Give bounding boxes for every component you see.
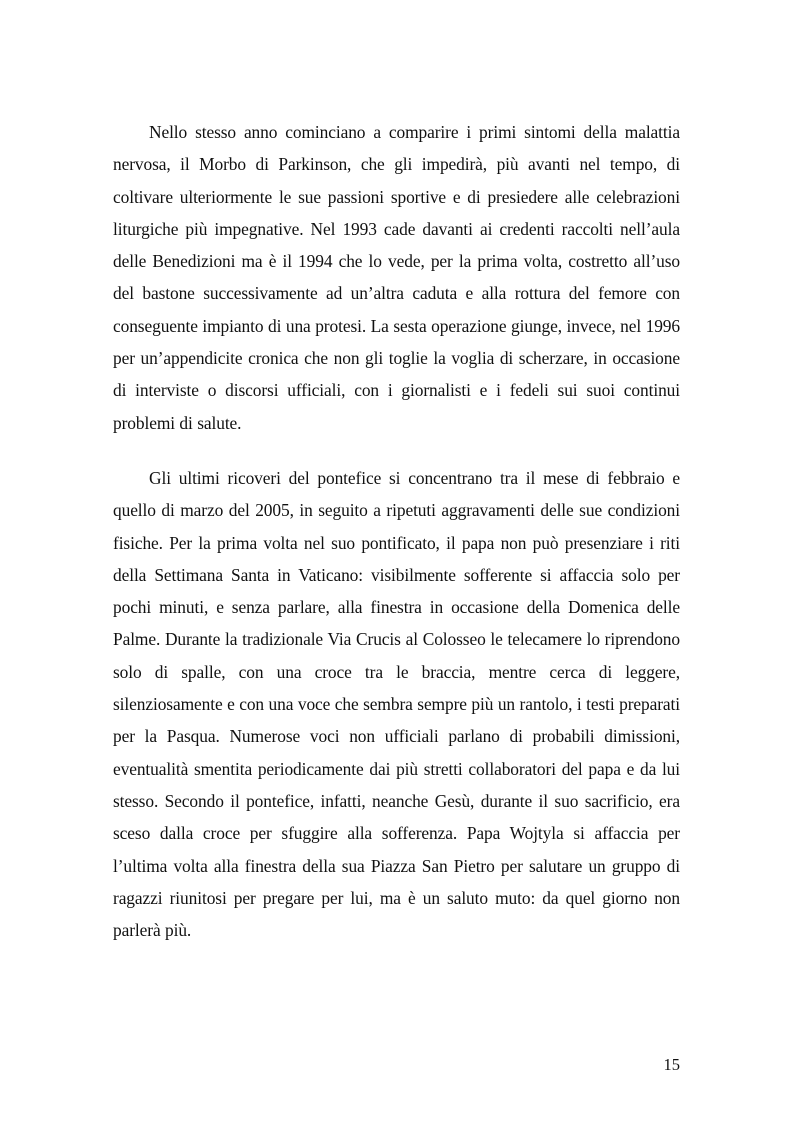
body-paragraph-1: Nello stesso anno cominciano a comparire i primi sintomi della malattia nervosa, il Morbo di Parkinson, che gli impedirà, più avanti nel tempo, di coltivare ulteriormente le sue passioni sportive e di presiedere alle celebrazioni liturgiche più impegnative. Nel 1993 cade davanti ai credenti raccolti nell’aula delle Benedizioni ma è il 1994 che lo vede, per la prima volta, costretto all’uso del bastone successivamente ad un’altra caduta e alla rottura del femore con conseguente impianto di una protesi. La sesta operazione giunge, invece, nel 1996 per un’appendicite cronica che non gli toglie la voglia di scherzare, in occasione di interviste o discorsi ufficiali, con i giornalisti e i fedeli sui suoi continui problemi di salute. [113, 122, 680, 433]
body-paragraph-2: Gli ultimi ricoveri del pontefice si concentrano tra il mese di febbraio e quello di marzo del 2005, in seguito a ripetuti aggravamenti delle sue condizioni fisiche. Per la prima volta nel suo pontificato, il papa non può presenziare i riti della Settimana Santa in Vaticano: visibilmente sofferente si affaccia solo per pochi minuti, e senza parlare, alla finestra in occasione della Domenica delle Palme. Durante la tradizionale Via Crucis al Colosseo le telecamere lo riprendono solo di spalle, con una croce tra le braccia, mentre cerca di leggere, silenziosamente e con una voce che sembra sempre più un rantolo, i testi preparati per la Pasqua. Numerose voci non ufficiali parlano di probabili dimissioni, eventualità smentita periodicamente dai più stretti collaboratori del papa e da lui stesso. Secondo il pontefice, infatti, neanche Gesù, durante il suo sacrificio, era sceso dalla croce per sfuggire alla sofferenza. Papa Wojtyla si affaccia per l’ultima volta alla finestra della sua Piazza San Pietro per salutare un gruppo di ragazzi riunitosi per pregare per lui, ma è un saluto muto: da quel giorno non parlerà più. [113, 468, 680, 941]
page-number: 15 [663, 1055, 680, 1074]
